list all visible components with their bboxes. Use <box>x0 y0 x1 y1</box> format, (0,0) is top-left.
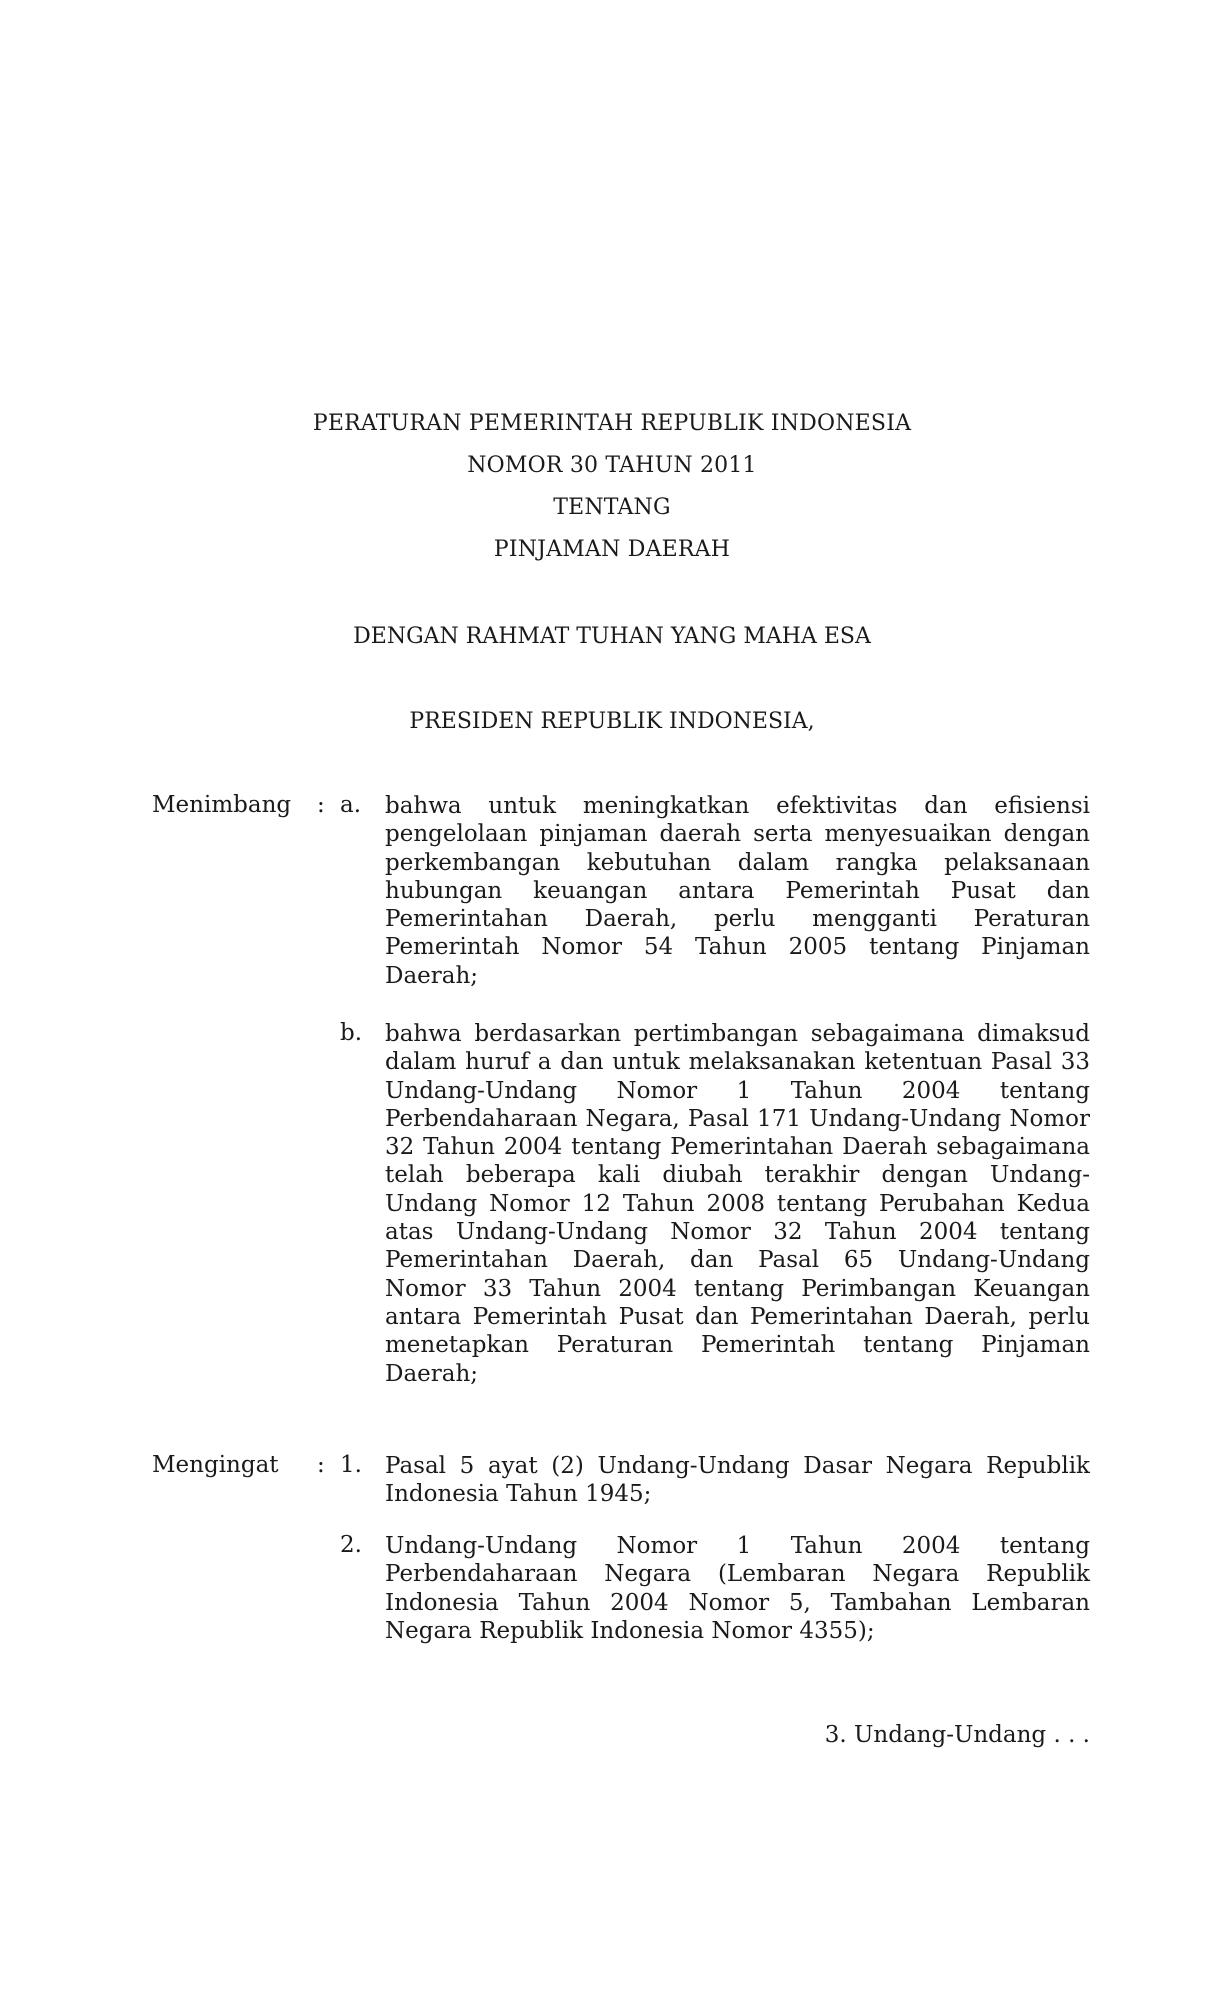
menimbang-item-b-text: bahwa berdasarkan pertimbangan sebagaimana dimaksud dalam huruf a dan untuk melaksanakan ketentuan Pasal 33 Undang-Undang Nomor 1 Tahun 2004 tentang Perbendaharaan Negara, Pasal 171 Undang-Undang Nomor 32 Tahun 2004 tentang Pemerintahan Daerah sebagaimana telah beberapa kali diubah terakhir dengan Undang-Undang Nomor 12 Tahun 2008 tentang Perubahan Kedua atas Undang-Undang Nomor 32 Tahun 2004 tentang Pemerintahan Daerah, dan Pasal 65 Undang-Undang Nomor 33 Tahun 2004 tentang Perimbangan Keuangan antara Pemerintah Pusat dan Pemerintahan Daerah, perlu menetapkan Peraturan Pemerintah tentang Pinjaman Daerah; <box>385 1021 1090 1387</box>
mengingat-item-1-marker: 1. <box>340 1452 362 1478</box>
menimbang-item-a-text: bahwa untuk meningkatkan efektivitas dan efisiensi pengelolaan pinjaman daerah serta menyesuaikan dengan perkembangan kebutuhan dalam rangka pelaksanaan hubungan keuangan antara Pemerintah Pusat dan Pemerintahan Daerah, perlu mengganti Peraturan Pemerintah Nomor 54 Tahun 2005 tentang Pinjaman Daerah; <box>385 793 1090 989</box>
mengingat-colon: : <box>317 1452 325 1478</box>
regulation-number: NOMOR 30 TAHUN 2011 <box>467 453 757 478</box>
blessing-line: DENGAN RAHMAT TUHAN YANG MAHA ESA <box>353 624 871 649</box>
mengingat-item-2-marker: 2. <box>340 1532 362 1558</box>
menimbang-item-b-marker: b. <box>340 1020 363 1046</box>
regulation-about: TENTANG <box>553 495 671 520</box>
regulation-title: PERATURAN PEMERINTAH REPUBLIK INDONESIA <box>312 411 912 436</box>
regulation-title-block <box>0 403 1224 571</box>
regulation-subject: PINJAMAN DAERAH <box>493 537 731 562</box>
menimbang-label: Menimbang <box>152 792 292 818</box>
mengingat-label: Mengingat <box>152 1452 279 1478</box>
president-line: PRESIDEN REPUBLIK INDONESIA, <box>409 709 815 734</box>
menimbang-colon: : <box>317 792 325 818</box>
mengingat-item-1-text: Pasal 5 ayat (2) Undang-Undang Dasar Negara Republik Indonesia Tahun 1945; <box>385 1453 1090 1508</box>
page-catchword: 3. Undang-Undang . . . <box>824 1722 1090 1748</box>
menimbang-item-a-marker: a. <box>340 792 362 818</box>
mengingat-item-2-text: Undang-Undang Nomor 1 Tahun 2004 tentang Perbendaharaan Negara (Lembaran Negara Republik Indonesia Tahun 2004 Nomor 5, Tambahan Lembaran Negara Republik Indonesia Nomor 4355); <box>385 1533 1090 1644</box>
